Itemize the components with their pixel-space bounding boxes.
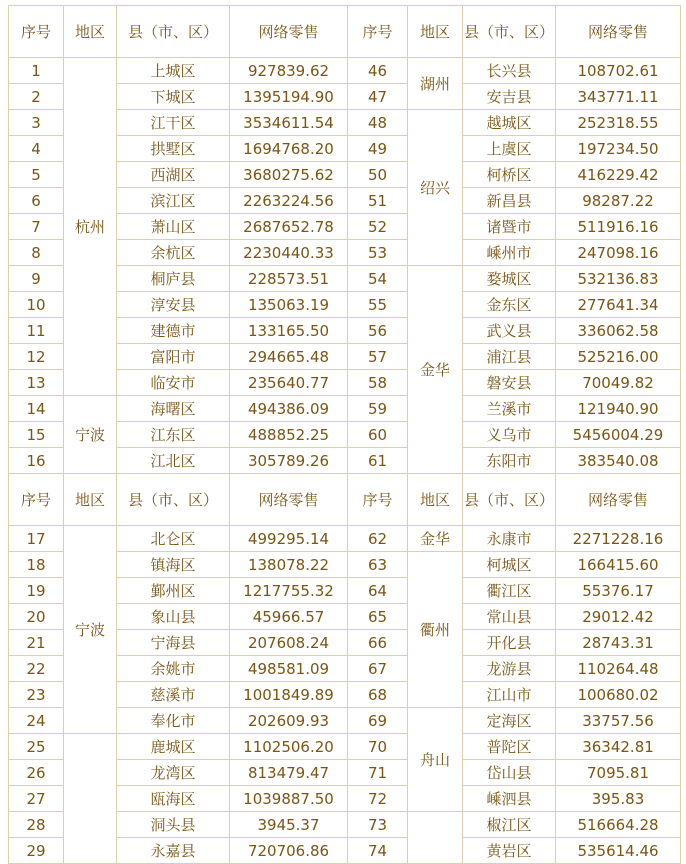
seq-cell: 47 bbox=[348, 84, 408, 110]
seq-cell: 52 bbox=[348, 214, 408, 240]
header-region: 地区 bbox=[64, 6, 117, 58]
sales-cell: 1102506.20 bbox=[230, 734, 348, 760]
header-sales: 网络零售 bbox=[230, 474, 348, 526]
county-cell: 常山县 bbox=[463, 604, 556, 630]
seq-cell: 71 bbox=[348, 760, 408, 786]
county-cell: 新昌县 bbox=[463, 188, 556, 214]
sales-cell: 36342.81 bbox=[556, 734, 681, 760]
sales-cell: 3680275.62 bbox=[230, 162, 348, 188]
sales-cell: 525216.00 bbox=[556, 344, 681, 370]
seq-cell: 18 bbox=[9, 552, 64, 578]
county-cell: 嵊泗县 bbox=[463, 786, 556, 812]
seq-cell: 56 bbox=[348, 318, 408, 344]
seq-cell: 49 bbox=[348, 136, 408, 162]
seq-cell: 1 bbox=[9, 58, 64, 84]
seq-cell: 66 bbox=[348, 630, 408, 656]
sales-cell: 1001849.89 bbox=[230, 682, 348, 708]
county-cell: 浦江县 bbox=[463, 344, 556, 370]
table-row bbox=[9, 58, 681, 84]
sales-cell: 395.83 bbox=[556, 786, 681, 812]
sales-cell: 927839.62 bbox=[230, 58, 348, 84]
county-cell: 武义县 bbox=[463, 318, 556, 344]
header-region: 地区 bbox=[408, 6, 463, 58]
seq-cell: 29 bbox=[9, 838, 64, 864]
county-cell: 柯桥区 bbox=[463, 162, 556, 188]
header-seq: 序号 bbox=[9, 474, 64, 526]
county-cell: 余杭区 bbox=[117, 240, 230, 266]
sales-cell: 5456004.29 bbox=[556, 422, 681, 448]
seq-cell: 21 bbox=[9, 630, 64, 656]
header-seq: 序号 bbox=[348, 6, 408, 58]
header-row bbox=[9, 474, 681, 526]
seq-cell: 51 bbox=[348, 188, 408, 214]
county-cell: 龙游县 bbox=[463, 656, 556, 682]
sales-cell: 33757.56 bbox=[556, 708, 681, 734]
table-row bbox=[9, 526, 681, 552]
county-cell: 下城区 bbox=[117, 84, 230, 110]
county-cell: 瓯海区 bbox=[117, 786, 230, 812]
county-cell: 柯城区 bbox=[463, 552, 556, 578]
region-cell: 绍兴 bbox=[408, 110, 463, 266]
county-cell: 余姚市 bbox=[117, 656, 230, 682]
seq-cell: 8 bbox=[9, 240, 64, 266]
county-cell: 永嘉县 bbox=[117, 838, 230, 864]
sales-cell: 1039887.50 bbox=[230, 786, 348, 812]
header-county: 县（市、区） bbox=[117, 474, 230, 526]
county-cell: 鹿城区 bbox=[117, 734, 230, 760]
county-cell: 嵊州市 bbox=[463, 240, 556, 266]
sales-cell: 108702.61 bbox=[556, 58, 681, 84]
sales-cell: 7095.81 bbox=[556, 760, 681, 786]
county-cell: 淳安县 bbox=[117, 292, 230, 318]
seq-cell: 23 bbox=[9, 682, 64, 708]
seq-cell: 5 bbox=[9, 162, 64, 188]
county-cell: 东阳市 bbox=[463, 448, 556, 474]
county-cell: 磐安县 bbox=[463, 370, 556, 396]
county-cell: 开化县 bbox=[463, 630, 556, 656]
sales-cell: 294665.48 bbox=[230, 344, 348, 370]
seq-cell: 3 bbox=[9, 110, 64, 136]
sales-cell: 2230440.33 bbox=[230, 240, 348, 266]
sales-cell: 110264.48 bbox=[556, 656, 681, 682]
sales-cell: 228573.51 bbox=[230, 266, 348, 292]
seq-cell: 70 bbox=[348, 734, 408, 760]
sales-cell: 45966.57 bbox=[230, 604, 348, 630]
sales-cell: 235640.77 bbox=[230, 370, 348, 396]
header-county: 县（市、区） bbox=[117, 6, 230, 58]
seq-cell: 74 bbox=[348, 838, 408, 864]
sales-cell: 1694768.20 bbox=[230, 136, 348, 162]
region-cell: 衢州 bbox=[408, 552, 463, 708]
county-cell: 建德市 bbox=[117, 318, 230, 344]
county-cell: 萧山区 bbox=[117, 214, 230, 240]
county-cell: 安吉县 bbox=[463, 84, 556, 110]
sales-cell: 720706.86 bbox=[230, 838, 348, 864]
header-region: 地区 bbox=[408, 474, 463, 526]
county-cell: 义乌市 bbox=[463, 422, 556, 448]
county-cell: 洞头县 bbox=[117, 812, 230, 838]
sales-cell: 3534611.54 bbox=[230, 110, 348, 136]
sales-cell: 277641.34 bbox=[556, 292, 681, 318]
county-cell: 诸暨市 bbox=[463, 214, 556, 240]
county-cell: 拱墅区 bbox=[117, 136, 230, 162]
county-cell: 金东区 bbox=[463, 292, 556, 318]
seq-cell: 25 bbox=[9, 734, 64, 760]
county-cell: 奉化市 bbox=[117, 708, 230, 734]
seq-cell: 63 bbox=[348, 552, 408, 578]
header-sales: 网络零售 bbox=[556, 474, 681, 526]
county-cell: 龙湾区 bbox=[117, 760, 230, 786]
seq-cell: 6 bbox=[9, 188, 64, 214]
seq-cell: 28 bbox=[9, 812, 64, 838]
seq-cell: 22 bbox=[9, 656, 64, 682]
sales-cell: 2263224.56 bbox=[230, 188, 348, 214]
sales-cell: 498581.09 bbox=[230, 656, 348, 682]
sales-cell: 247098.16 bbox=[556, 240, 681, 266]
header-seq: 序号 bbox=[9, 6, 64, 58]
seq-cell: 64 bbox=[348, 578, 408, 604]
sales-table-container bbox=[8, 5, 680, 860]
sales-cell: 499295.14 bbox=[230, 526, 348, 552]
seq-cell: 72 bbox=[348, 786, 408, 812]
table-row bbox=[9, 396, 681, 422]
county-cell: 定海区 bbox=[463, 708, 556, 734]
sales-cell: 813479.47 bbox=[230, 760, 348, 786]
sales-cell: 70049.82 bbox=[556, 370, 681, 396]
seq-cell: 17 bbox=[9, 526, 64, 552]
seq-cell: 9 bbox=[9, 266, 64, 292]
seq-cell: 12 bbox=[9, 344, 64, 370]
region-cell: 杭州 bbox=[64, 58, 117, 396]
sales-cell: 28743.31 bbox=[556, 630, 681, 656]
region-cell bbox=[64, 734, 117, 864]
seq-cell: 59 bbox=[348, 396, 408, 422]
seq-cell: 2 bbox=[9, 84, 64, 110]
region-cell bbox=[408, 812, 463, 864]
seq-cell: 65 bbox=[348, 604, 408, 630]
seq-cell: 27 bbox=[9, 786, 64, 812]
sales-cell: 516664.28 bbox=[556, 812, 681, 838]
sales-cell: 1395194.90 bbox=[230, 84, 348, 110]
county-cell: 黄岩区 bbox=[463, 838, 556, 864]
county-cell: 江干区 bbox=[117, 110, 230, 136]
sales-cell: 535614.46 bbox=[556, 838, 681, 864]
region-cell: 宁波 bbox=[64, 396, 117, 474]
sales-cell: 336062.58 bbox=[556, 318, 681, 344]
header-county: 县（市、区） bbox=[463, 474, 556, 526]
seq-cell: 67 bbox=[348, 656, 408, 682]
sales-cell: 1217755.32 bbox=[230, 578, 348, 604]
seq-cell: 48 bbox=[348, 110, 408, 136]
sales-cell: 252318.55 bbox=[556, 110, 681, 136]
seq-cell: 68 bbox=[348, 682, 408, 708]
seq-cell: 61 bbox=[348, 448, 408, 474]
seq-cell: 7 bbox=[9, 214, 64, 240]
seq-cell: 62 bbox=[348, 526, 408, 552]
seq-cell: 14 bbox=[9, 396, 64, 422]
county-cell: 海曙区 bbox=[117, 396, 230, 422]
sales-cell: 383540.08 bbox=[556, 448, 681, 474]
seq-cell: 19 bbox=[9, 578, 64, 604]
table-row bbox=[9, 734, 681, 760]
seq-cell: 57 bbox=[348, 344, 408, 370]
sales-cell: 511916.16 bbox=[556, 214, 681, 240]
header-county: 县（市、区） bbox=[463, 6, 556, 58]
sales-cell: 416229.42 bbox=[556, 162, 681, 188]
sales-cell: 2271228.16 bbox=[556, 526, 681, 552]
seq-cell: 69 bbox=[348, 708, 408, 734]
county-cell: 富阳市 bbox=[117, 344, 230, 370]
header-sales: 网络零售 bbox=[556, 6, 681, 58]
seq-cell: 54 bbox=[348, 266, 408, 292]
sales-cell: 121940.90 bbox=[556, 396, 681, 422]
region-cell: 金华 bbox=[408, 526, 463, 552]
header-seq: 序号 bbox=[348, 474, 408, 526]
sales-cell: 305789.26 bbox=[230, 448, 348, 474]
county-cell: 桐庐县 bbox=[117, 266, 230, 292]
county-cell: 西湖区 bbox=[117, 162, 230, 188]
seq-cell: 50 bbox=[348, 162, 408, 188]
county-cell: 越城区 bbox=[463, 110, 556, 136]
header-row bbox=[9, 6, 681, 58]
county-cell: 宁海县 bbox=[117, 630, 230, 656]
sales-table bbox=[8, 5, 681, 864]
sales-cell: 133165.50 bbox=[230, 318, 348, 344]
seq-cell: 16 bbox=[9, 448, 64, 474]
seq-cell: 20 bbox=[9, 604, 64, 630]
seq-cell: 4 bbox=[9, 136, 64, 162]
sales-cell: 197234.50 bbox=[556, 136, 681, 162]
sales-cell: 100680.02 bbox=[556, 682, 681, 708]
seq-cell: 26 bbox=[9, 760, 64, 786]
county-cell: 鄞州区 bbox=[117, 578, 230, 604]
region-cell: 湖州 bbox=[408, 58, 463, 110]
county-cell: 临安市 bbox=[117, 370, 230, 396]
region-cell: 宁波 bbox=[64, 526, 117, 734]
sales-cell: 135063.19 bbox=[230, 292, 348, 318]
seq-cell: 46 bbox=[348, 58, 408, 84]
sales-cell: 166415.60 bbox=[556, 552, 681, 578]
region-cell: 舟山 bbox=[408, 708, 463, 812]
county-cell: 椒江区 bbox=[463, 812, 556, 838]
seq-cell: 15 bbox=[9, 422, 64, 448]
seq-cell: 13 bbox=[9, 370, 64, 396]
seq-cell: 60 bbox=[348, 422, 408, 448]
seq-cell: 53 bbox=[348, 240, 408, 266]
sales-cell: 488852.25 bbox=[230, 422, 348, 448]
header-region: 地区 bbox=[64, 474, 117, 526]
county-cell: 永康市 bbox=[463, 526, 556, 552]
county-cell: 象山县 bbox=[117, 604, 230, 630]
county-cell: 江山市 bbox=[463, 682, 556, 708]
county-cell: 江东区 bbox=[117, 422, 230, 448]
header-sales: 网络零售 bbox=[230, 6, 348, 58]
sales-cell: 29012.42 bbox=[556, 604, 681, 630]
sales-cell: 138078.22 bbox=[230, 552, 348, 578]
seq-cell: 58 bbox=[348, 370, 408, 396]
county-cell: 衢江区 bbox=[463, 578, 556, 604]
seq-cell: 10 bbox=[9, 292, 64, 318]
region-cell: 金华 bbox=[408, 266, 463, 474]
county-cell: 婺城区 bbox=[463, 266, 556, 292]
county-cell: 岱山县 bbox=[463, 760, 556, 786]
seq-cell: 24 bbox=[9, 708, 64, 734]
county-cell: 江北区 bbox=[117, 448, 230, 474]
sales-cell: 2687652.78 bbox=[230, 214, 348, 240]
table-body bbox=[9, 6, 681, 864]
seq-cell: 73 bbox=[348, 812, 408, 838]
county-cell: 长兴县 bbox=[463, 58, 556, 84]
sales-cell: 207608.24 bbox=[230, 630, 348, 656]
sales-cell: 532136.83 bbox=[556, 266, 681, 292]
sales-cell: 343771.11 bbox=[556, 84, 681, 110]
county-cell: 慈溪市 bbox=[117, 682, 230, 708]
sales-cell: 202609.93 bbox=[230, 708, 348, 734]
county-cell: 上虞区 bbox=[463, 136, 556, 162]
seq-cell: 11 bbox=[9, 318, 64, 344]
sales-cell: 98287.22 bbox=[556, 188, 681, 214]
county-cell: 上城区 bbox=[117, 58, 230, 84]
sales-cell: 3945.37 bbox=[230, 812, 348, 838]
sales-cell: 494386.09 bbox=[230, 396, 348, 422]
county-cell: 北仑区 bbox=[117, 526, 230, 552]
county-cell: 滨江区 bbox=[117, 188, 230, 214]
county-cell: 镇海区 bbox=[117, 552, 230, 578]
sales-cell: 55376.17 bbox=[556, 578, 681, 604]
county-cell: 兰溪市 bbox=[463, 396, 556, 422]
county-cell: 普陀区 bbox=[463, 734, 556, 760]
seq-cell: 55 bbox=[348, 292, 408, 318]
